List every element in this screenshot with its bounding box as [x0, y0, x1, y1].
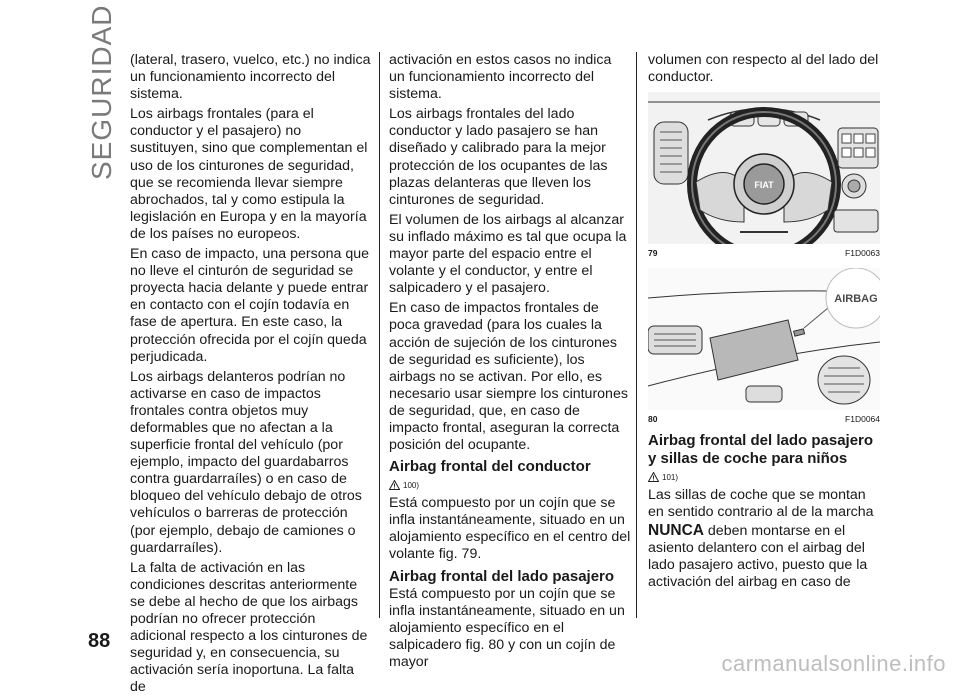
svg-text:FIAT: FIAT — [754, 180, 774, 191]
paragraph: Los airbags delanteros podrían no activarse en caso de impactos frontales contra objetos muy deformables que no afectan a la superficie frontal del vehículo (por ejemplo, impacto del guardabarros contra guardarraíles) o en caso de bloqueo del vehículo debajo de otros vehículos o barreras de protección (por ejemplo, debajo de camiones o guardarraíles). — [130, 368, 362, 556]
paragraph: Los airbags frontales (para el conductor y el pasajero) no sustituyen, sino que complementan el uso de los cinturones de seguridad, que se recomienda llevar siempre abrochados, tal y como estipula la legislación en Europa y en la mayoría de los países no europeos. — [130, 106, 368, 242]
svg-text:AIRBAG: AIRBAG — [834, 293, 878, 306]
paragraph: El volumen de los airbags al alcanzar su inflado máximo es tal que ocupa la mayor parte del espacio entre el volante y el conductor, y entre el salpicadero y el pasajero. — [389, 211, 627, 297]
section-heading: Airbag frontal del lado pasajero — [389, 567, 615, 585]
paragraph: La falta de activación en las condiciones descritas anteriormente se debe al hecho de que los airbags podrían no ofrecer protección adicional respecto a los cinturones de seguridad y, en consecuencia, su activación sería inoportuna. La falta de — [130, 559, 368, 696]
steering-wheel-illustration — [648, 92, 880, 244]
figure-number: 80 — [648, 414, 658, 425]
column-divider — [636, 52, 637, 618]
warning-ref: 101) — [648, 469, 880, 485]
figure-80 — [648, 268, 880, 428]
paragraph: activación en estos casos no indica un funcionamiento incorrecto del sistema. — [389, 52, 612, 103]
paragraph: Las sillas de coche que se montan en sentido contrario al de la marcha NUNCA deben montarse en el asiento delantero con el airbag del lado pasajero activo, puesto que la activación del airbag en caso de — [648, 487, 874, 590]
paragraph: (lateral, trasero, vuelco, etc.) no indica un funcionamiento incorrecto del sistema. — [130, 52, 371, 103]
section-heading: Airbag frontal del lado pasajero y sillas de coche para niños — [648, 432, 874, 468]
page-number: 88 — [88, 630, 111, 652]
section-heading: Airbag frontal del conductor — [389, 458, 591, 476]
watermark: carmanualsonline.info — [721, 651, 946, 676]
figure-number: 79 — [648, 248, 658, 259]
paragraph: Está compuesto por un cojín que se infla instantáneamente, situado en un alojamiento específico en el salpicadero fig. 80 y con un cojín de mayor — [389, 585, 625, 670]
warning-ref: 100) — [389, 477, 631, 493]
emphasis-nunca: NUNCA — [648, 521, 704, 539]
figure-code: F1D0063 — [845, 248, 880, 259]
column-2 — [389, 52, 631, 674]
dashboard-airbag-illustration — [648, 268, 880, 410]
paragraph: En caso de impactos frontales de poca gravedad (para los cuales la acción de sujeción de los cinturones de seguridad es suficiente), los airbags no se activan. Por ello, es necesario usar siempre los cinturones de seguridad, que, en caso de impacto frontal, aseguran la correcta posición del ocupante. — [389, 300, 628, 454]
warning-triangle-icon — [648, 472, 659, 482]
figure-code: F1D0064 — [845, 414, 880, 425]
figure-79 — [648, 92, 880, 262]
warning-triangle-icon — [389, 480, 400, 490]
column-1 — [130, 52, 372, 699]
paragraph: Está compuesto por un cojín que se infla instantáneamente, situado en un alojamiento específico en el centro del volante fig. 79. — [389, 495, 631, 563]
section-title: SEGURIDAD — [86, 4, 117, 180]
paragraph: volumen con respecto al del lado del conductor. — [648, 52, 879, 86]
figure-caption — [648, 245, 880, 262]
figure-caption — [648, 411, 880, 428]
paragraph: En caso de impacto, una persona que no lleve el cinturón de seguridad se proyecta hacia delante y puede entrar en contacto con el cojín todavía en fase de apertura. En este caso, la protección ofrecida por el cojín queda perjudicada. — [130, 246, 369, 365]
column-3 — [648, 52, 880, 594]
paragraph: Los airbags frontales del lado conductor y lado pasajero se han diseñado y calibrado para la mejor protección de los ocupantes de las plazas delanteras que lleven los cinturones de seguridad. — [389, 106, 608, 208]
column-divider — [379, 52, 380, 618]
